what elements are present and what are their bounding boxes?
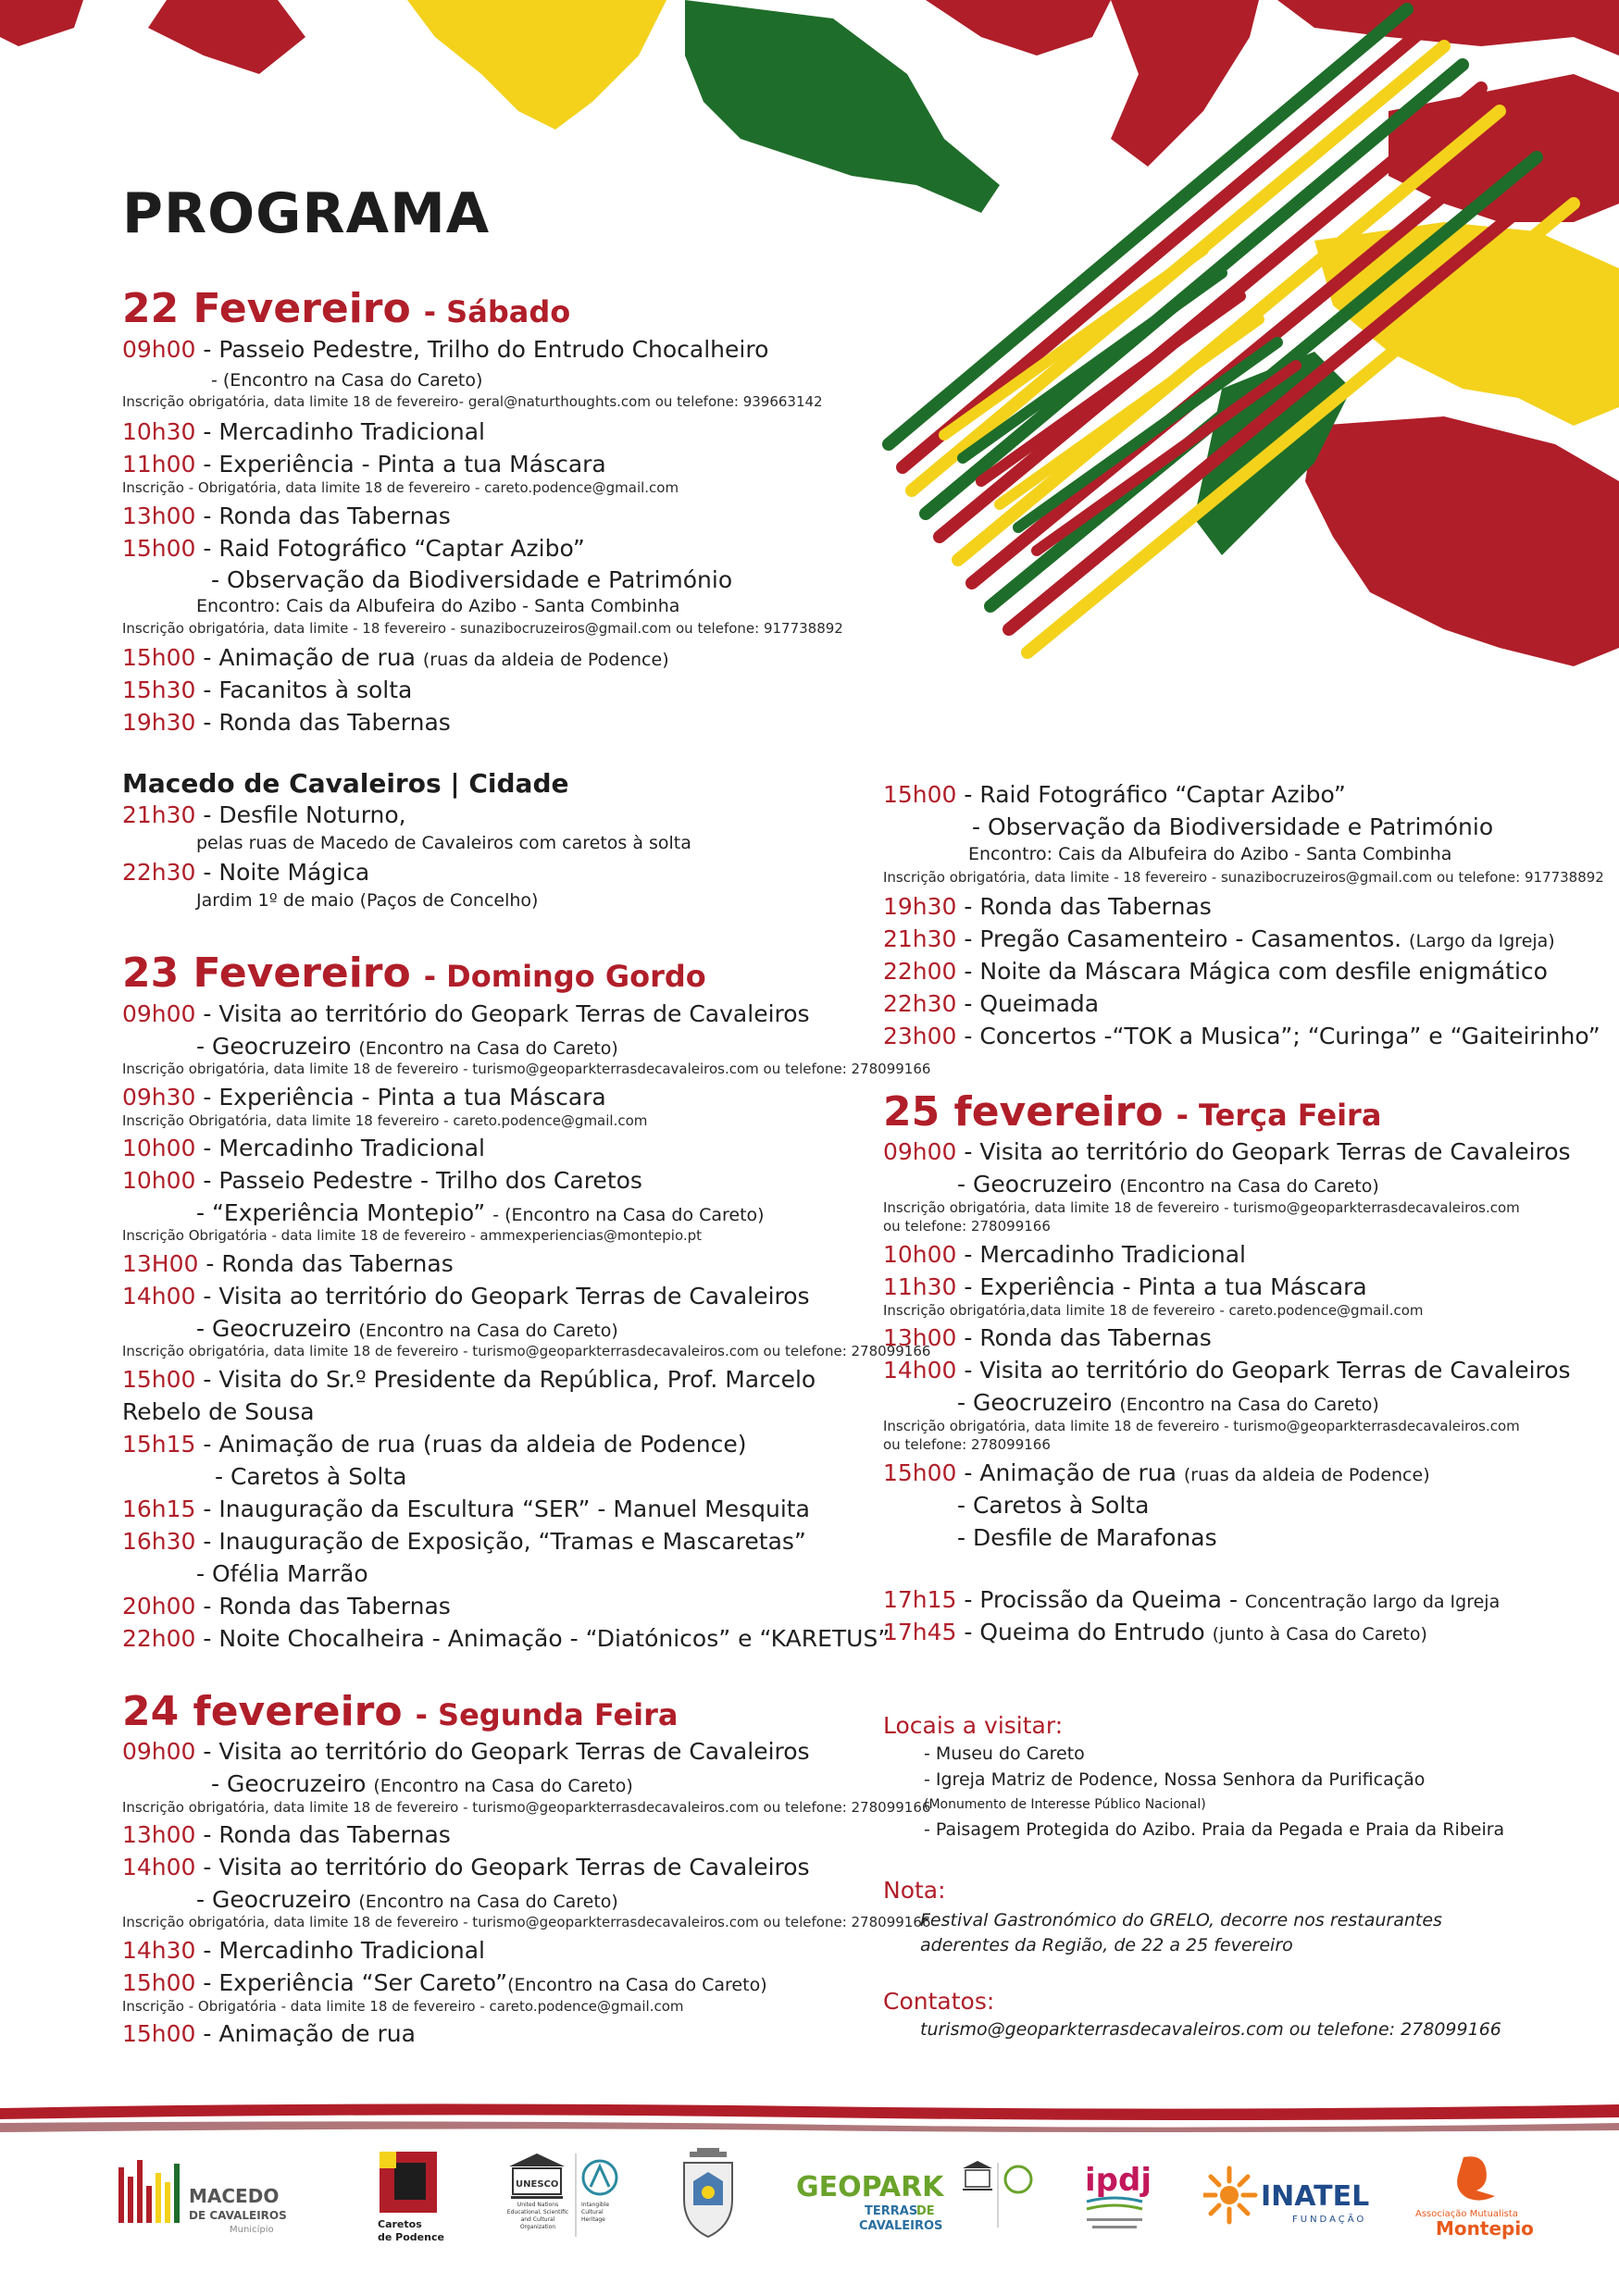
event-time: 15h00: [122, 2020, 196, 2047]
event-time: 10h30: [122, 418, 196, 445]
event-time: 11h00: [122, 451, 196, 478]
event-text: - Noite Mágica: [195, 859, 370, 886]
event-item: [883, 1023, 1600, 1049]
inatel-name: INATEL: [1261, 2180, 1370, 2213]
geopark-sub1: TERRAS: [865, 2204, 918, 2218]
event-item: [122, 451, 606, 478]
event-subline: - Caretos à Solta: [215, 1463, 407, 1490]
event-time: 13h00: [883, 1324, 957, 1351]
registration-note: ou telefone: 278099166: [883, 1218, 1051, 1235]
event-time: 15h00: [883, 1459, 957, 1486]
event-item: [122, 1084, 606, 1111]
place-heading: Macedo de Cavaleiros | Cidade: [122, 768, 569, 799]
event-subline-text: - “Experiência Montepio”: [196, 1199, 493, 1226]
coat-of-arms-icon: [671, 2144, 745, 2246]
event-detail: (junto à Casa do Careto): [1212, 1624, 1427, 1644]
event-subline-text: - Geocruzeiro: [196, 1033, 359, 1060]
event-detail: (ruas da aldeia de Podence): [422, 650, 669, 670]
event-detail: (Encontro na Casa do Careto): [1119, 1395, 1379, 1415]
event-time: 20h00: [122, 1593, 196, 1620]
visit-item: - Museu do Careto: [924, 1744, 1085, 1764]
day-weekday: - Segunda Feira: [415, 1697, 679, 1732]
event-time: 13H00: [122, 1250, 199, 1277]
event-text: - Visita ao território do Geopark Terras de Cavaleiros: [956, 1138, 1571, 1165]
event-time: 21h30: [122, 801, 196, 828]
event-item: [883, 958, 1548, 985]
event-time: 15h00: [122, 535, 196, 562]
montepio-pelican-icon: [1412, 2144, 1537, 2246]
event-subline: [957, 1171, 1379, 1198]
event-detail: (ruas da aldeia de Podence): [1183, 1465, 1430, 1485]
macedo-logo: [111, 2140, 324, 2251]
event-item: [883, 1241, 1246, 1268]
day-weekday: - Terça Feira: [1176, 1098, 1382, 1133]
event-item: [122, 709, 451, 736]
event-subline: - (Encontro na Casa do Careto): [211, 370, 483, 391]
event-subline: pelas ruas de Macedo de Cavaleiros com caretos à solta: [196, 833, 691, 853]
event-subline-text: - Geocruzeiro: [196, 1315, 359, 1342]
macedo-name: MACEDO: [189, 2185, 280, 2207]
geopark-sub3: CAVALEIROS: [859, 2219, 943, 2233]
visit-heading: Locais a visitar:: [883, 1712, 1064, 1739]
registration-note: Inscrição - Obrigatória, data limite 18 de fevereiro - careto.podence@gmail.com: [122, 479, 679, 496]
unesco-name: UNESCO: [516, 2179, 559, 2190]
day-heading-24: [122, 1688, 679, 1735]
event-detail: (Encontro na Casa do Careto): [358, 1892, 618, 1912]
event-subline-text: - Geocruzeiro: [957, 1171, 1120, 1198]
registration-note: Inscrição obrigatória, data limite 18 de fevereiro- geral@naturthoughts.com ou telefone: 939663142: [122, 393, 823, 410]
visit-item: - Paisagem Protegida do Azibo. Praia da Pegada e Praia da Ribeira: [924, 1819, 1505, 1840]
event-item: [883, 893, 1212, 920]
geopark-logo: [796, 2140, 1046, 2251]
event-subline: [196, 1033, 618, 1060]
event-time: 17h15: [883, 1586, 957, 1613]
page-title: PROGRAMA: [122, 181, 491, 246]
event-subline: - Caretos à Solta: [957, 1492, 1150, 1519]
caretos-line1: Caretos: [378, 2218, 422, 2230]
registration-note: Inscrição obrigatória, data limite 18 de fevereiro - turismo@geoparkterrasdecavaleiros.com ou telefone: 278099166: [122, 1061, 931, 1077]
event-text: - Procissão da Queima -: [956, 1586, 1245, 1613]
event-text: - Ronda das Tabernas: [956, 1324, 1212, 1351]
event-subline: - Observação da Biodiversidade e Património: [972, 813, 1494, 840]
event-time: 15h00: [122, 644, 196, 671]
event-text: - Experiência - Pinta a tua Máscara: [956, 1273, 1367, 1300]
event-text: - Desfile Noturno,: [195, 801, 406, 828]
event-item: [883, 1619, 1427, 1645]
event-time: 21h30: [883, 925, 957, 952]
event-time: 10h00: [883, 1241, 957, 1268]
event-text: - Concertos -“TOK a Musica”; “Curinga” e “Gaiteirinho”: [956, 1023, 1600, 1049]
event-text: - Animação de rua: [195, 2020, 416, 2047]
event-item: [883, 990, 1099, 1017]
event-time: 10h00: [122, 1135, 196, 1161]
unesco-logo: [500, 2140, 629, 2251]
event-text: - Inauguração da Escultura “SER” - Manuel Mesquita: [195, 1496, 810, 1522]
event-text: - Noite Chocalheira - Animação - “Diatónicos” e “KARETUS”: [195, 1625, 890, 1652]
event-time: 09h00: [122, 1000, 196, 1027]
registration-note: Inscrição Obrigatória - data limite 18 de fevereiro - ammexperiencias@montepio.pt: [122, 1227, 703, 1244]
event-detail: (Encontro na Casa do Careto): [373, 1776, 633, 1796]
event-text: - Queimada: [956, 990, 1100, 1017]
registration-note: ou telefone: 278099166: [883, 1436, 1051, 1453]
event-text: - Ronda das Tabernas: [198, 1250, 454, 1277]
event-text: - Ronda das Tabernas: [956, 893, 1212, 920]
event-time: 16h30: [122, 1528, 196, 1555]
event-item: [122, 1593, 451, 1620]
event-subline: [196, 1315, 618, 1342]
event-item: [122, 1250, 454, 1277]
event-text: - Visita ao território do Geopark Terras de Cavaleiros: [195, 1854, 810, 1880]
inatel-sub: FUNDAÇÃO: [1292, 2215, 1367, 2225]
event-time: 22h00: [883, 958, 957, 985]
event-text: - Inauguração de Exposição, “Tramas e Mascaretas”: [195, 1528, 806, 1555]
event-item: [122, 801, 406, 828]
event-text: - Ronda das Tabernas: [195, 1821, 451, 1848]
event-item: [122, 1969, 767, 1996]
event-subline: [211, 1770, 633, 1797]
event-text: - Mercadinho Tradicional: [195, 1135, 485, 1161]
event-time: 22h00: [122, 1625, 196, 1652]
event-text: - Experiência - Pinta a tua Máscara: [195, 1084, 606, 1111]
registration-note: Inscrição obrigatória, data limite 18 de fevereiro - turismo@geoparkterrasdecavaleiros.com ou telefone: 278099166: [122, 1799, 931, 1816]
event-time: 15h15: [122, 1431, 196, 1458]
event-text: - Animação de rua (ruas da aldeia de Podence): [195, 1431, 747, 1458]
event-item: [883, 1138, 1571, 1165]
event-subline: Jardim 1º de maio (Paços de Concelho): [196, 890, 539, 911]
registration-note: Inscrição obrigatória, data limite - 18 fevereiro - sunazibocruzeiros@gmail.com ou telefone: 917738892: [122, 620, 843, 637]
event-time: 14h30: [122, 1937, 196, 1964]
event-subline: Rebelo de Sousa: [122, 1398, 315, 1425]
registration-note: Inscrição obrigatória,data limite 18 de fevereiro - careto.podence@gmail.com: [883, 1302, 1424, 1319]
event-text: - Raid Fotográfico “Captar Azibo”: [195, 535, 585, 562]
event-text: - Passeio Pedestre, Trilho do Entrudo Chocalheiro: [195, 336, 769, 363]
event-text: - Facanitos à solta: [195, 676, 413, 703]
event-time: 15h30: [122, 676, 196, 703]
caretos-line2: de Podence: [378, 2231, 444, 2243]
event-item: [883, 1273, 1367, 1300]
inatel-logo: [1203, 2140, 1379, 2251]
event-time: 13h00: [122, 503, 196, 529]
ipdj-name: ipdj: [1085, 2162, 1152, 2199]
event-text: - Visita ao território do Geopark Terras de Cavaleiros: [956, 1357, 1571, 1384]
montepio-line2: Montepio: [1436, 2217, 1534, 2240]
event-time: 23h00: [883, 1023, 957, 1049]
day-date: 23 Fevereiro: [122, 949, 411, 997]
event-time: 16h15: [122, 1496, 196, 1522]
event-text: - Animação de rua: [956, 1459, 1184, 1486]
event-detail: (Largo da Igreja): [1409, 931, 1555, 951]
geopark-logo-icon: [796, 2144, 1046, 2246]
event-item: [122, 1821, 451, 1848]
event-item: [122, 644, 669, 671]
event-text: - Experiência “Ser Careto”: [195, 1969, 508, 1996]
unesco-temple-icon: [500, 2144, 629, 2246]
registration-note: Inscrição obrigatória, data limite - 18 fevereiro - sunazibocruzeiros@gmail.com ou telefone: 917738892: [883, 869, 1604, 886]
registration-note: Inscrição obrigatória, data limite 18 de fevereiro - turismo@geoparkterrasdecavaleiros.com: [883, 1199, 1520, 1216]
event-subline: [196, 1199, 765, 1226]
event-time: 13h00: [122, 1821, 196, 1848]
registration-note: Inscrição obrigatória, data limite 18 de fevereiro - turismo@geoparkterrasdecavaleiros.com ou telefone: 278099166: [122, 1343, 931, 1359]
day-heading-22: [122, 285, 570, 332]
event-time: 15h00: [122, 1366, 196, 1393]
sponsor-logos: [111, 2140, 1537, 2251]
event-item: [883, 1357, 1571, 1384]
event-item: [122, 1000, 810, 1027]
event-item: [122, 1283, 810, 1309]
day-weekday: - Sábado: [423, 294, 571, 329]
event-text: - Noite da Máscara Mágica com desfile enigmático: [956, 958, 1548, 985]
event-item: [122, 1854, 810, 1880]
contacts-text: turismo@geoparkterrasdecavaleiros.com ou telefone: 278099166: [920, 2019, 1501, 2040]
event-subline-text: - Geocruzeiro: [957, 1389, 1120, 1416]
event-text: - Raid Fotográfico “Captar Azibo”: [956, 781, 1346, 808]
event-item: [122, 1528, 806, 1555]
caretos-logo: [370, 2140, 454, 2251]
visit-item-note: (Monumento de Interesse Público Nacional): [924, 1797, 1206, 1812]
event-item: [122, 676, 412, 703]
event-time: 09h30: [122, 1084, 196, 1111]
day-date: 25 fevereiro: [883, 1088, 1164, 1136]
event-item: [883, 1324, 1212, 1351]
event-text: - Ronda das Tabernas: [195, 503, 451, 529]
event-item: [122, 1366, 816, 1393]
event-item: [122, 859, 369, 886]
visit-item: - Igreja Matriz de Podence, Nossa Senhora da Purificação: [924, 1769, 1426, 1790]
registration-note: Inscrição obrigatória, data limite 18 de fevereiro - turismo@geoparkterrasdecavaleiros.com ou telefone: 278099166: [122, 1914, 931, 1930]
event-time: 09h00: [122, 336, 196, 363]
event-time: 14h00: [122, 1854, 196, 1880]
note-heading: Nota:: [883, 1877, 946, 1904]
registration-note: Inscrição obrigatória, data limite 18 de fevereiro - turismo@geoparkterrasdecavaleiros.com: [883, 1418, 1520, 1434]
event-subline: Encontro: Cais da Albufeira do Azibo - Santa Combinha: [196, 596, 680, 616]
event-time: 11h30: [883, 1273, 957, 1300]
registration-note: Inscrição Obrigatória, data limite 18 fevereiro - careto.podence@gmail.com: [122, 1112, 648, 1129]
event-subline: [196, 1886, 618, 1913]
event-item: [883, 1586, 1500, 1613]
event-item: [883, 781, 1346, 808]
event-text: - Ronda das Tabernas: [195, 1593, 451, 1620]
event-item: [883, 1459, 1430, 1486]
day-weekday: - Domingo Gordo: [423, 959, 706, 994]
event-text: - Pregão Casamenteiro - Casamentos.: [956, 925, 1410, 952]
event-subline: Encontro: Cais da Albufeira do Azibo - Santa Combinha: [968, 844, 1452, 864]
day-date: 22 Fevereiro: [122, 285, 411, 332]
event-item: [122, 1937, 485, 1964]
event-subline: - Ofélia Marrão: [196, 1560, 368, 1587]
macedo-tag: Município: [230, 2225, 274, 2235]
event-detail: (Encontro na Casa do Careto): [1119, 1176, 1379, 1197]
event-text: - Mercadinho Tradicional: [195, 418, 485, 445]
event-item: [883, 925, 1555, 952]
ipdj-logo-icon: [1074, 2144, 1157, 2246]
montepio-line1: Associação Mutualista: [1415, 2209, 1518, 2219]
event-time: 15h00: [122, 1969, 196, 1996]
event-item: [122, 2020, 416, 2047]
event-time: 09h00: [883, 1138, 957, 1165]
event-time: 19h30: [122, 709, 196, 736]
event-subline-text: - Geocruzeiro: [196, 1886, 359, 1913]
event-time: 17h45: [883, 1619, 957, 1645]
event-subline: - Desfile de Marafonas: [957, 1524, 1217, 1551]
coat-of-arms-logo: [666, 2140, 750, 2251]
event-text: - Passeio Pedestre - Trilho dos Caretos: [195, 1167, 642, 1194]
note-text: Festival Gastronómico do GRELO, decorre nos restaurantes aderentes da Região, de 22 a 25 fevereiro: [920, 1910, 1442, 1955]
event-item: [122, 418, 485, 445]
event-time: 14h00: [883, 1357, 957, 1384]
event-text: - Experiência - Pinta a tua Máscara: [195, 451, 606, 478]
unesco-side: Intangible Cultural Heritage: [581, 2202, 610, 2223]
bottom-brush-band: [0, 2101, 1619, 2138]
event-item: [122, 1167, 642, 1194]
event-text: - Visita ao território do Geopark Terras de Cavaleiros: [195, 1283, 810, 1309]
event-detail: (Encontro na Casa do Careto): [358, 1321, 618, 1341]
caretos-mask-icon: [370, 2144, 454, 2246]
event-time: 22h30: [122, 859, 196, 886]
registration-note: Inscrição - Obrigatória - data limite 18 de fevereiro - careto.podence@gmail.com: [122, 1998, 684, 2015]
event-text: - Visita do Sr.º Presidente da República, Prof. Marcelo: [195, 1366, 816, 1393]
geopark-name: GEOPARK: [796, 2171, 944, 2203]
event-detail: (Encontro na Casa do Careto): [358, 1038, 618, 1059]
event-text: - Mercadinho Tradicional: [956, 1241, 1246, 1268]
macedo-sub: DE CAVALEIROS: [189, 2209, 287, 2222]
macedo-emblem-icon: [111, 2149, 324, 2241]
event-item: [122, 1431, 747, 1458]
event-time: 09h00: [122, 1738, 196, 1765]
ipdj-logo: [1074, 2140, 1157, 2251]
unesco-text: United Nations Educational, Scientific and Cultural Organization: [506, 2202, 569, 2230]
event-time: 10h00: [122, 1167, 196, 1194]
event-time: 22h30: [883, 990, 957, 1017]
event-item: [122, 535, 585, 562]
contacts-heading: Contatos:: [883, 1988, 995, 2015]
event-time: 14h00: [122, 1283, 196, 1309]
event-item: [122, 1496, 810, 1522]
event-text: - Queima do Entrudo: [956, 1619, 1213, 1645]
inatel-logo-icon: [1203, 2144, 1379, 2246]
event-detail: Concentração largo da Igreja: [1244, 1592, 1501, 1612]
event-item: [122, 1135, 485, 1161]
event-text: - Ronda das Tabernas: [195, 709, 451, 736]
event-item: [122, 1738, 810, 1765]
event-text: - Visita ao território do Geopark Terras de Cavaleiros: [195, 1738, 810, 1765]
day-heading-23: [122, 949, 706, 997]
event-text: - Mercadinho Tradicional: [195, 1937, 485, 1964]
geopark-sub2: DE: [916, 2204, 935, 2218]
day-heading-25: [883, 1088, 1381, 1136]
event-text: - Visita ao território do Geopark Terras de Cavaleiros: [195, 1000, 810, 1027]
event-detail: (Encontro na Casa do Careto): [507, 1975, 767, 1995]
event-subline-text: - Geocruzeiro: [211, 1770, 374, 1797]
event-subline: - Observação da Biodiversidade e Património: [211, 566, 733, 593]
montepio-logo: [1412, 2140, 1537, 2251]
event-item: [122, 336, 768, 363]
event-text: - Animação de rua: [195, 644, 423, 671]
event-time: 15h00: [883, 781, 957, 808]
event-item: [122, 503, 451, 529]
event-time: 19h30: [883, 893, 957, 920]
day-date: 24 fevereiro: [122, 1688, 403, 1735]
event-detail: - (Encontro na Casa do Careto): [492, 1205, 765, 1225]
event-item: [122, 1625, 890, 1652]
event-subline: [957, 1389, 1379, 1416]
